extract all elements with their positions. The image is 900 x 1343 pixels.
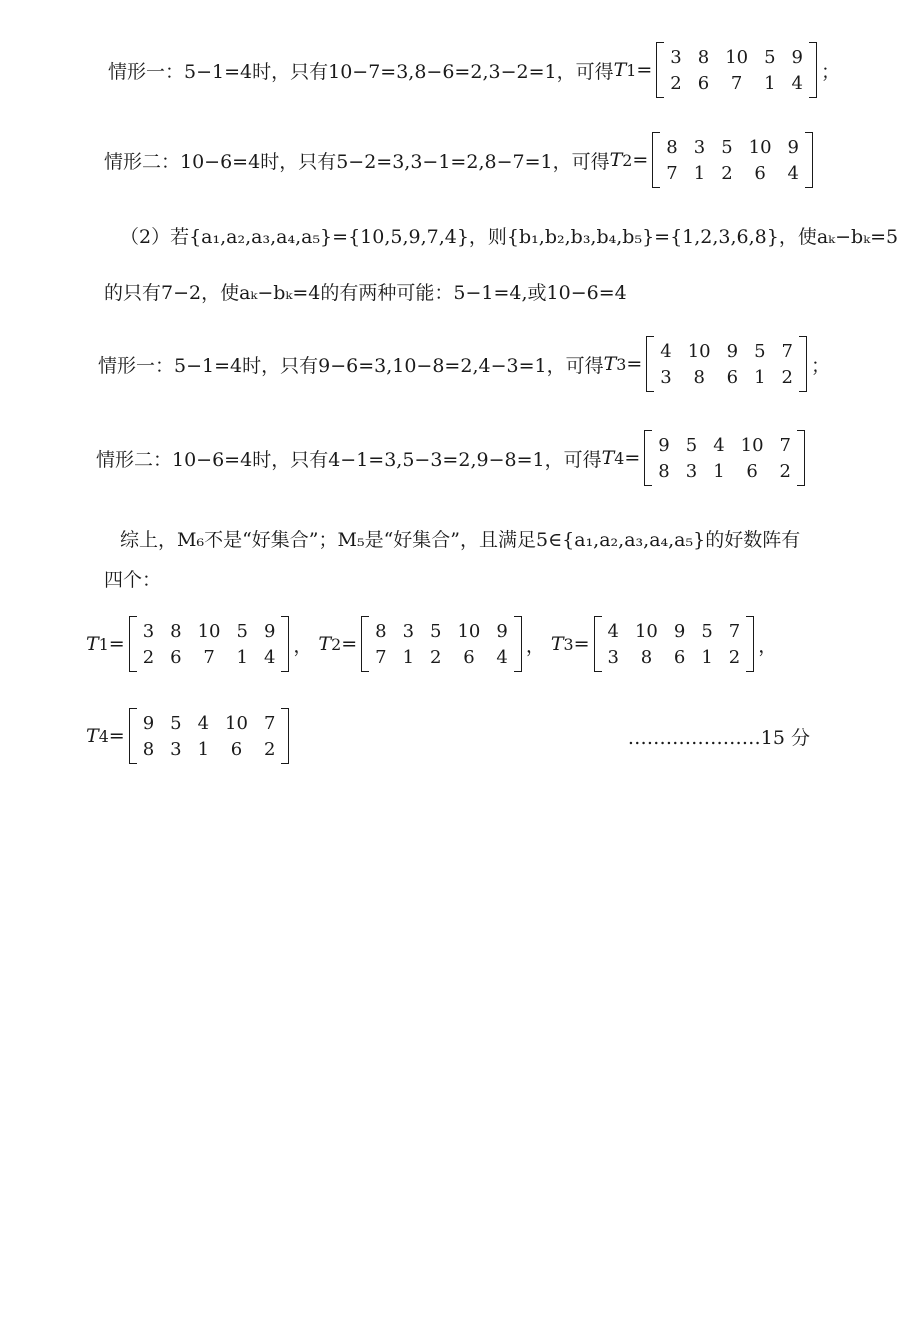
matrix-cell: 3 — [660, 366, 672, 388]
conclusion-cont — [104, 565, 900, 592]
matrix-subscript: 1 — [98, 634, 109, 654]
matrix-cell: 6 — [170, 646, 182, 668]
matrix-cell: 3 — [142, 620, 155, 642]
right-bracket — [514, 616, 522, 672]
punctuation: ； — [811, 354, 831, 377]
case-one-text: 情形一：5−1=4时，只有10−7=3,8−6=2,3−2=1，可得 — [108, 60, 614, 83]
matrix-cell: 7 — [730, 72, 743, 94]
equals-sign: = — [341, 633, 358, 655]
part-two-text: （2）若{a₁,a₂,a₃,a₄,a₅}={10,5,9,7,4}，则{b₁,b₂,b₃,b₄,b₅}={1,2,3,6,8}，使aₖ−bₖ=5 — [120, 226, 899, 248]
equals-sign: = — [573, 633, 590, 655]
conclusion-text: 综上，M₆不是“好集合”；M₅是“好集合”，且满足5∈{a₁,a₂,a₃,a₄,a₅}的好数阵有 — [120, 529, 801, 551]
matrix-cell: 6 — [673, 646, 686, 668]
matrix-cell: 9 — [142, 712, 155, 734]
matrix — [652, 132, 813, 188]
case-two-line — [104, 132, 900, 188]
right-bracket — [809, 42, 817, 98]
matrix-cell: 4 — [660, 340, 672, 362]
right-bracket — [746, 616, 754, 672]
matrix-cell: 6 — [726, 366, 739, 388]
matrix-cell: 8 — [170, 620, 182, 642]
matrix-name: T — [601, 447, 615, 469]
matrix-cell: 4 — [791, 72, 803, 94]
punctuation: ； — [821, 60, 841, 83]
left-bracket — [656, 42, 664, 98]
matrix-name: T — [86, 633, 99, 655]
score-note: …………………15 分 — [627, 726, 810, 749]
matrix-cell: 1 — [754, 366, 766, 388]
matrix — [646, 336, 807, 392]
right-bracket — [281, 708, 289, 764]
matrix-cell: 5 — [685, 434, 698, 456]
case-one-line — [108, 42, 900, 98]
matrix-cell: 3 — [170, 738, 182, 760]
matrix-cell: 3 — [670, 46, 682, 68]
equals-sign: = — [624, 447, 641, 469]
matrix-cell: 2 — [263, 738, 276, 760]
equals-sign: = — [632, 149, 649, 171]
right-bracket — [797, 430, 805, 486]
matrix-cell: 7 — [728, 620, 741, 642]
part-two-intro — [120, 222, 900, 249]
matrix-cell: 2 — [779, 460, 791, 482]
left-bracket — [129, 616, 137, 672]
matrix-cell: 8 — [142, 738, 155, 760]
matrix-cell: 10 — [748, 136, 772, 158]
punctuation: ， — [525, 634, 545, 657]
matrix-cell: 3 — [607, 646, 619, 668]
case-three-text: 情形一：5−1=4时，只有9−6=3,10−8=2,4−3=1，可得 — [98, 354, 604, 377]
matrix-cell: 2 — [670, 72, 682, 94]
matrix-cell: 7 — [666, 162, 678, 184]
matrix-cell: 6 — [463, 646, 475, 668]
matrix-cell: 5 — [430, 620, 442, 642]
case-four-line — [96, 430, 900, 486]
matrix-cell: 2 — [430, 646, 442, 668]
right-bracket — [281, 616, 289, 672]
matrix-name: T — [550, 633, 564, 655]
matrix-cell: 1 — [236, 646, 248, 668]
matrix-cell: 9 — [787, 136, 799, 158]
matrix-cell: 7 — [779, 434, 791, 456]
matrix-name: T — [86, 725, 99, 747]
matrix — [644, 430, 805, 486]
matrix-cell: 2 — [781, 366, 793, 388]
left-bracket — [644, 430, 652, 486]
matrix-cell: 10 — [225, 712, 248, 734]
matrix-cell: 7 — [375, 646, 387, 668]
matrix-cell: 1 — [197, 738, 210, 760]
left-bracket — [646, 336, 654, 392]
equals-sign: = — [108, 633, 125, 655]
matrix-cell: 8 — [693, 366, 705, 388]
matrix-cell: 6 — [697, 72, 710, 94]
left-bracket — [652, 132, 660, 188]
matrix-subscript: 2 — [331, 634, 342, 654]
equals-sign: = — [626, 353, 643, 375]
summary-row-2 — [86, 708, 900, 764]
punctuation: ， — [293, 634, 313, 657]
matrix-subscript: 4 — [614, 448, 625, 468]
matrix-cell: 3 — [693, 136, 706, 158]
matrix-cell: 7 — [203, 646, 215, 668]
matrix-cell: 10 — [634, 620, 658, 642]
matrix-subscript: 4 — [98, 726, 109, 746]
matrix-cell: 10 — [197, 620, 221, 642]
matrix-cell: 1 — [402, 646, 415, 668]
matrix-cell: 8 — [640, 646, 653, 668]
equals-sign: = — [636, 59, 653, 81]
summary-row-1 — [86, 616, 900, 672]
matrix-name: T — [603, 353, 617, 375]
matrix-cell: 4 — [197, 712, 210, 734]
matrix-cell: 9 — [658, 434, 670, 456]
matrix-name: T — [318, 633, 332, 655]
case-four-text: 情形二：10−6=4时，只有4−1=3,5−3=2,9−8=1，可得 — [96, 448, 602, 471]
matrix-cell: 5 — [764, 46, 776, 68]
part-two-cont-text: 的只有7−2，使aₖ−bₖ=4的有两种可能：5−1=4,或10−6=4 — [104, 282, 627, 304]
matrix-cell: 5 — [754, 340, 766, 362]
right-bracket — [805, 132, 813, 188]
matrix-cell: 5 — [170, 712, 182, 734]
matrix-cell: 8 — [375, 620, 387, 642]
matrix-cell: 1 — [693, 162, 706, 184]
matrix-cell: 9 — [263, 620, 276, 642]
case-two-text: 情形二：10−6=4时，只有5−2=3,3−1=2,8−7=1，可得 — [104, 150, 610, 173]
conclusion-line — [120, 525, 900, 552]
matrix-cell: 7 — [781, 340, 793, 362]
matrix — [129, 708, 290, 764]
matrix-cell: 2 — [728, 646, 741, 668]
case-three-line — [98, 336, 900, 392]
matrix-cell: 5 — [721, 136, 733, 158]
matrix-subscript: 1 — [626, 60, 637, 80]
matrix-cell: 3 — [402, 620, 415, 642]
matrix-cell: 7 — [263, 712, 276, 734]
matrix-cell: 1 — [764, 72, 776, 94]
equals-sign: = — [108, 725, 125, 747]
matrix-name: T — [609, 149, 623, 171]
left-bracket — [129, 708, 137, 764]
matrix-cell: 4 — [496, 646, 508, 668]
left-bracket — [361, 616, 369, 672]
matrix-cell: 9 — [726, 340, 739, 362]
matrix-cell: 10 — [687, 340, 711, 362]
matrix-subscript: 2 — [622, 150, 633, 170]
matrix-cell: 4 — [787, 162, 799, 184]
matrix — [656, 42, 817, 98]
matrix-cell: 8 — [666, 136, 678, 158]
matrix-cell: 8 — [697, 46, 710, 68]
matrix-cell: 9 — [673, 620, 686, 642]
matrix-subscript: 3 — [563, 634, 574, 654]
matrix-cell: 3 — [685, 460, 698, 482]
punctuation: ， — [758, 634, 778, 657]
matrix-cell: 4 — [263, 646, 276, 668]
matrix-cell: 1 — [701, 646, 713, 668]
matrix-cell: 2 — [142, 646, 155, 668]
matrix-cell: 10 — [725, 46, 749, 68]
matrix-cell: 6 — [754, 162, 766, 184]
matrix-cell: 6 — [746, 460, 758, 482]
matrix-subscript: 3 — [616, 354, 627, 374]
matrix — [361, 616, 522, 672]
matrix-cell: 4 — [713, 434, 725, 456]
matrix — [594, 616, 755, 672]
matrix — [129, 616, 290, 672]
matrix-cell: 6 — [230, 738, 243, 760]
matrix-cell: 10 — [457, 620, 481, 642]
matrix-cell: 9 — [791, 46, 803, 68]
matrix-cell: 2 — [721, 162, 733, 184]
right-bracket — [799, 336, 807, 392]
matrix-cell: 9 — [496, 620, 508, 642]
matrix-cell: 4 — [607, 620, 619, 642]
matrix-cell: 5 — [701, 620, 713, 642]
conclusion-cont-text: 四个： — [104, 569, 162, 591]
matrix-cell: 8 — [658, 460, 670, 482]
part-two-cont — [104, 278, 900, 305]
matrix-cell: 1 — [713, 460, 725, 482]
left-bracket — [594, 616, 602, 672]
matrix-cell: 5 — [236, 620, 248, 642]
matrix-name: T — [613, 59, 627, 81]
matrix-cell: 10 — [740, 434, 764, 456]
